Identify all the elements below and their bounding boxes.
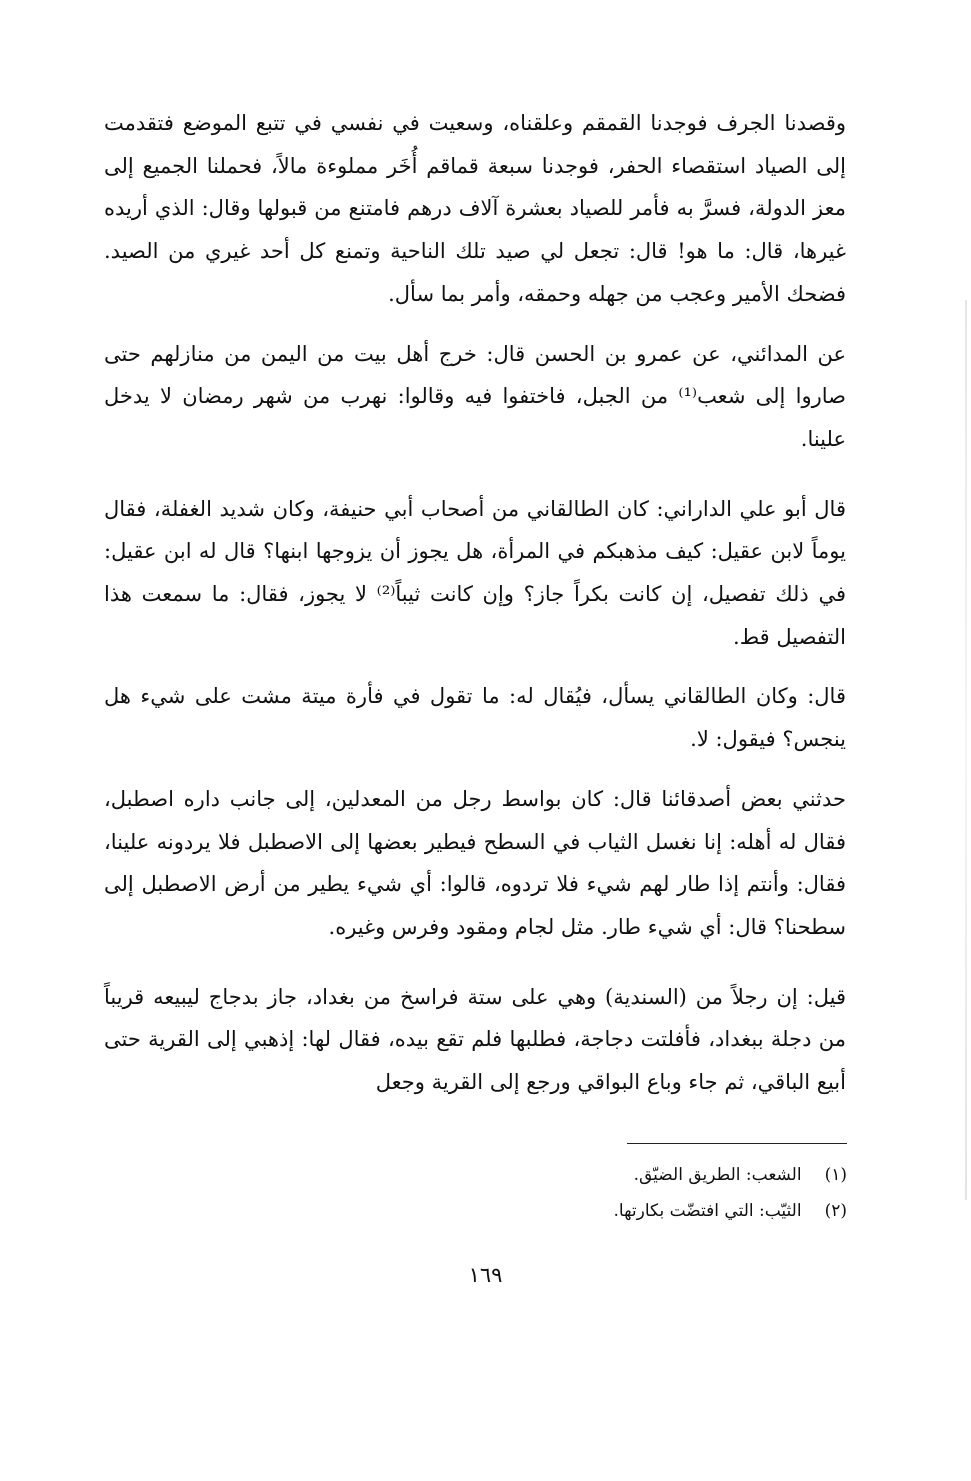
paragraph-2: عن المدائني، عن عمرو بن الحسن قال: خرج أهل بيت من اليمن من منازلهم حتى صاروا إلى شعب⁽¹⁾ من الجبل، فاختفوا فيه وقالوا: نهرب من شهر رمضان لا يدخل علينا. [104,341,846,451]
footnote-1 [400,1157,847,1193]
footnote-2 [400,1193,847,1229]
footnote-text: الثيّب: التي افتضّت بكارتها. [613,1201,802,1221]
footnote-number: (٢) [824,1201,847,1221]
paragraph-6: قيل: إن رجلاً من (السندية) وهي على ستة فراسخ من بغداد، جاز بدجاج ليبيعه قريباً من دجلة ببغداد، فأفلتت دجاجة، فطلبها فلم تقع بيده، فقال لها: إذهبي إلى القرية حتى أبيع الباقي، ثم جاء وباع البواقي ورجع إلى القرية وجعل [104,984,846,1095]
main-text-block [104,102,846,1121]
footnote-number: (١) [824,1165,847,1185]
page-number: ١٦٩ [468,1263,503,1287]
footnote-text: الشعب: الطريق الضيّق. [633,1165,802,1185]
footnote-separator [627,1143,847,1144]
paragraph-1: وقصدنا الجرف فوجدنا القمقم وعلقناه، وسعيت في نفسي في تتبع الموضع فتقدمت إلى الصياد استقصاء الحفر، فوجدنا سبعة قماقم أُخَر مملوءة مالاً، فحملنا الجميع إلى معز الدولة، فسرَّ به فأمر للصياد بعشرة آلاف درهم فامتنع من قبولها وقال: الذي أريده غيرها، قال: ما هو! قال: تجعل لي صيد تلك الناحية وتمنع كل أحد غيري من الصيد. فضحك الأمير وعجب من جهله وحمقه، وأمر بما سأل. [104,111,846,306]
paragraph-5: حدثني بعض أصدقائنا قال: كان بواسط رجل من المعدلين، إلى جانب داره اصطبل، فقال له أهله: إنا نغسل الثياب في السطح فيطير بعضها إلى الاصطبل فلا يردونه علينا، فقال: وأنتم إذا طار لهم شيء فلا تردوه، قالوا: أي شيء يطير من أرض الاصطبل إلى سطحنا؟ قال: أي شيء طار. مثل لجام ومقود وفرس وغيره. [104,786,846,939]
footnotes [400,1157,847,1229]
paragraph-4: قال: وكان الطالقاني يسأل، فيُقال له: ما تقول في فأرة ميتة مشت على شيء هل ينجس؟ فيقول: لا. [104,684,846,752]
paragraph-3: قال أبو علي الداراني: كان الطالقاني من أصحاب أبي حنيفة، وكان شديد الغفلة، فقال يوماً لابن عقيل: كيف مذهبكم في المرأة، هل يجوز أن يزوجها ابنها؟ قال له ابن عقيل: في ذلك تفصيل، إن كانت بكراً جاز؟ وإن كانت ثيباً⁽²⁾ لا يجوز، فقال: ما سمعت هذا التفصيل قط. [104,496,846,649]
scan-edge-shadow [965,300,967,1200]
